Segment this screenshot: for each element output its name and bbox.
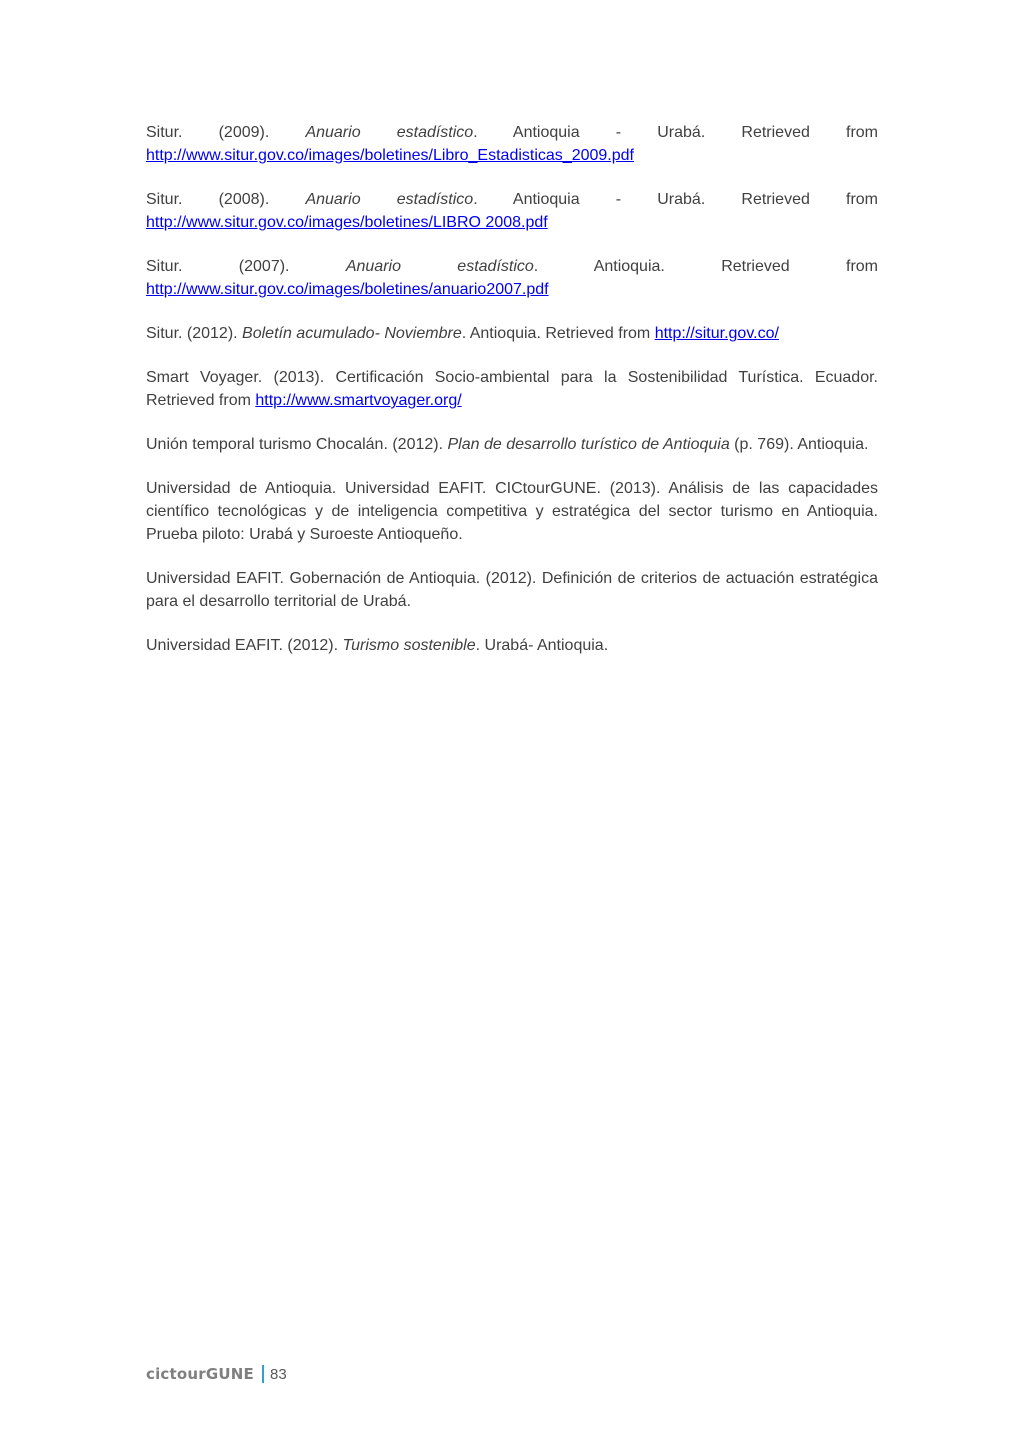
reference-title: Boletín acumulado- Noviembre xyxy=(242,325,462,342)
reference-entry xyxy=(146,567,878,613)
reference-title: Anuario estadístico xyxy=(345,258,534,275)
reference-text: Universidad de Antioquia. Universidad EAFIT. CICtourGUNE. (2013). Análisis de las capacidades científico tecnológicas y de inteligencia competitiva y estratégica del sector turismo en Antioquia. Prueba piloto: Urabá y Suroeste Antioqueño. xyxy=(146,480,878,543)
reference-title: Plan de desarrollo turístico de Antioquia xyxy=(447,436,730,453)
reference-text: Situr. (2012). xyxy=(146,325,243,342)
reference-link[interactable]: http://www.situr.gov.co/images/boletines/Libro_Estadisticas_2009.pdf xyxy=(146,147,634,164)
reference-entry xyxy=(146,634,878,657)
reference-link[interactable]: http://www.smartvoyager.org/ xyxy=(255,392,462,409)
reference-text: Smart Voyager. (2013). Certificación Socio-ambiental para la Sostenibilidad Turística. Ecuador. Retrieved from xyxy=(146,369,878,409)
page-number: 83 xyxy=(269,1365,287,1383)
reference-text: . Antioquia - Urabá. Retrieved from xyxy=(473,191,879,208)
reference-text: Situr. (2007). xyxy=(146,258,346,275)
footer-separator xyxy=(262,1365,264,1383)
reference-entry xyxy=(146,477,878,546)
reference-entry xyxy=(146,255,878,301)
reference-text: Situr. (2009). xyxy=(146,124,306,141)
reference-title: Anuario estadístico xyxy=(305,191,474,208)
reference-list xyxy=(146,121,878,678)
page-footer xyxy=(146,1362,287,1386)
reference-text: Universidad EAFIT. (2012). xyxy=(146,637,343,654)
reference-text: Universidad EAFIT. Gobernación de Antioquia. (2012). Definición de criterios de actuación estratégica para el desarrollo territorial de Urabá. xyxy=(146,570,878,610)
reference-title: Anuario estadístico xyxy=(305,124,474,141)
reference-text: (p. 769). Antioquia. xyxy=(729,436,869,453)
reference-text: Situr. (2008). xyxy=(146,191,306,208)
reference-text: . Urabá- Antioquia. xyxy=(475,637,609,654)
reference-entry xyxy=(146,188,878,234)
reference-entry xyxy=(146,121,878,167)
reference-link[interactable]: http://situr.gov.co/ xyxy=(654,325,779,342)
reference-entry xyxy=(146,322,878,345)
reference-text: . Antioquia - Urabá. Retrieved from xyxy=(473,124,879,141)
reference-link[interactable]: http://www.situr.gov.co/images/boletines/anuario2007.pdf xyxy=(146,281,549,298)
reference-entry xyxy=(146,366,878,412)
reference-text: . Antioquia. Retrieved from xyxy=(461,325,655,342)
cictourgune-logo: cictourGUNE xyxy=(146,1365,254,1383)
reference-title: Turismo sostenible xyxy=(342,637,476,654)
reference-text: . Antioquia. Retrieved from xyxy=(533,258,878,275)
reference-link[interactable]: http://www.situr.gov.co/images/boletines/LIBRO 2008.pdf xyxy=(146,214,548,231)
reference-entry xyxy=(146,433,878,456)
reference-text: Unión temporal turismo Chocalán. (2012). xyxy=(146,436,448,453)
